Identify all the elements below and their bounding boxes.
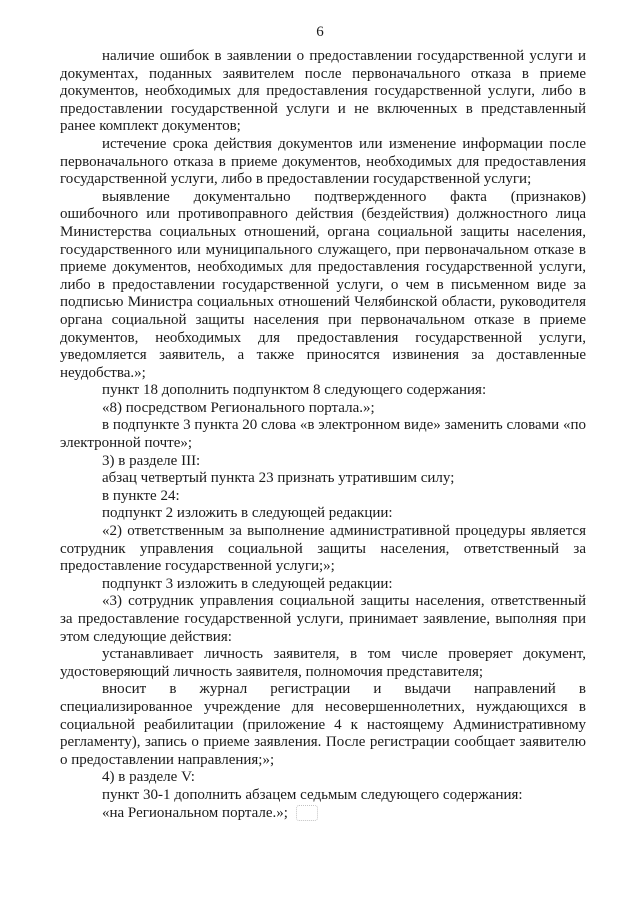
paragraph: истечение срока действия документов или изменение информации после первоначального отказа в приеме документов, необходимых для предоставления государственной услуги, либо в предоставлении государственной услуги; [60, 135, 586, 188]
last-paragraph-text: «на Региональном портале.»; [102, 804, 288, 821]
paragraph: выявление документально подтвержденного факта (признаков) ошибочного или противоправного действия (бездействия) должностного лица Министерства социальных отношений, органа социальной защиты населения, государственного или муниципального служащего, при первоначальном отказе в приеме документов, необходимых для предоставления государственной услуги, либо в предоставлении государственной услуги, о чем в письменном виде за подписью Министра социальных отношений Челябинской области, руководителя органа социальной защиты населения при первоначальном отказе в приеме документов, необходимых для предоставления государственной услуги, уведомляется заявитель, а также приносятся извинения за доставленные неудобства.»; [60, 188, 586, 381]
document-body [60, 48, 586, 822]
paragraph: в пункте 24: [102, 487, 180, 504]
paragraph: 4) в разделе V: [102, 769, 195, 786]
paragraph: «2) ответственным за выполнение административной процедуры является сотрудник управления социальной защиты населения, ответственный за предоставление государственной услуги;»; [60, 523, 586, 575]
paragraph: «3) сотрудник управления социальной защиты населения, ответственный за предоставление государственной услуги, принимает заявление, выполняя при этом следующие действия: [60, 593, 586, 645]
paragraph: наличие ошибок в заявлении о предоставлении государственной услуги и документах, поданных заявителем после первоначального отказа в приеме документов, необходимых для предоставления государственной услуги, либо в предоставлении государственной услуги и не включенных в представленный ранее комплект документов; [60, 48, 586, 135]
paragraph-last [60, 805, 586, 823]
paragraph: вносит в журнал регистрации и выдачи направлений в специализированное учреждение для несовершеннолетних, нуждающихся в социальной реабилитации (приложение 4 к настоящему Административному регламенту), запись о приеме заявления. После регистрации сообщает заявителю о предоставлении направления;»; [60, 681, 586, 768]
paragraph: подпункт 3 изложить в следующей редакции: [102, 575, 393, 592]
paragraph: пункт 30-1 дополнить абзацем седьмым следующего содержания: [102, 786, 523, 803]
page-number: 6 [316, 24, 324, 40]
paragraph: абзац четвертый пункта 23 признать утратившим силу; [102, 470, 455, 487]
paragraph: устанавливает личность заявителя, в том числе проверяет документ, удостоверяющий личность заявителя, полномочия представителя; [60, 646, 586, 680]
paragraph: 3) в разделе III: [102, 452, 201, 469]
paragraph: в подпункте 3 пункта 20 слова «в электронном виде» заменить словами «по электронной почте»; [60, 417, 586, 452]
stamp-mark [296, 805, 318, 821]
paragraph: «8) посредством Регионального портала.»; [102, 399, 375, 416]
paragraph: подпункт 2 изложить в следующей редакции: [102, 505, 393, 522]
paragraph: пункт 18 дополнить подпунктом 8 следующего содержания: [102, 382, 487, 399]
